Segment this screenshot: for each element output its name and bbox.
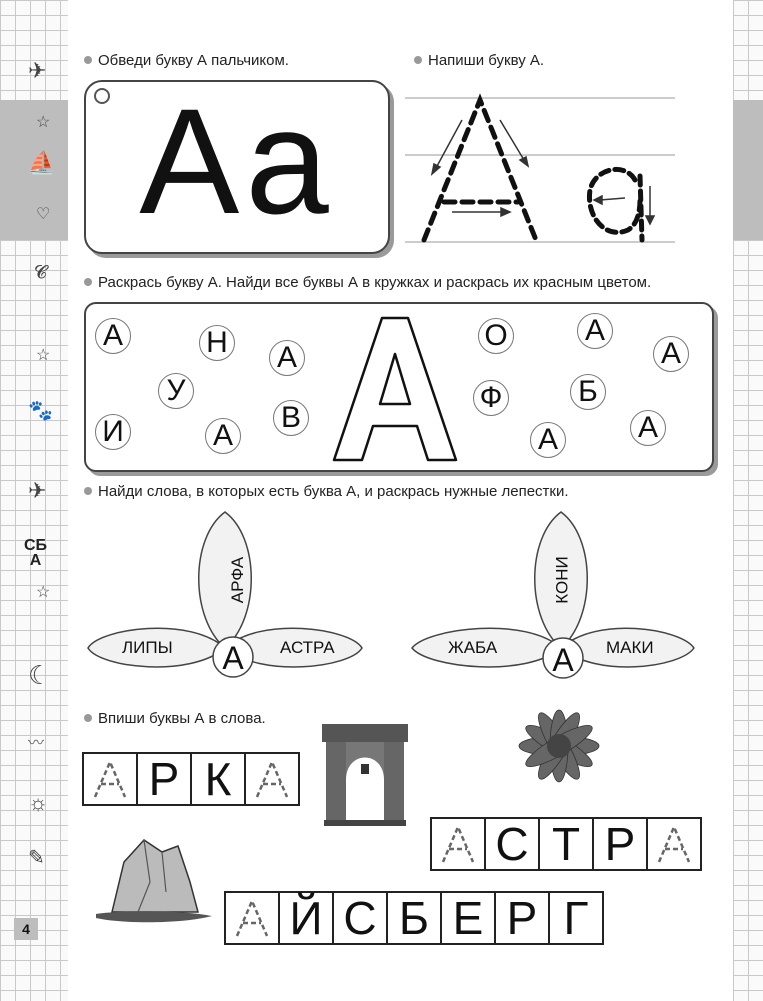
letter-circle[interactable]: У bbox=[158, 373, 194, 409]
dog-icon: 🐾 bbox=[28, 400, 53, 422]
instruction-insert-letters: Впиши буквы А в слова. bbox=[84, 710, 266, 727]
instruction-color-letter: Раскрась букву А. Найди все буквы А в кружках и раскрась их красным цветом. bbox=[84, 274, 651, 291]
dashed-a-icon bbox=[254, 760, 290, 798]
letter-box: Й bbox=[280, 893, 334, 943]
star-icon: ☆ bbox=[36, 347, 51, 364]
paper-plane-icon: ✈ bbox=[28, 58, 47, 83]
flower-center-letter: А bbox=[552, 642, 574, 678]
alphabet-tag-icon: СБ А bbox=[24, 537, 48, 569]
writing-practice-area[interactable] bbox=[400, 90, 680, 250]
word-arka bbox=[82, 752, 300, 806]
star-icon: ☆ bbox=[36, 114, 51, 131]
dashed-a-icon bbox=[234, 899, 270, 937]
petal-word-left: ЛИПЫ bbox=[122, 638, 173, 657]
petal-word-right: АСТРА bbox=[280, 638, 335, 657]
dashed-small-a bbox=[589, 169, 642, 240]
letter-circle[interactable]: Н bbox=[199, 325, 235, 361]
letter-box-blank[interactable] bbox=[226, 893, 280, 943]
letter-box: Г bbox=[563, 892, 589, 944]
pencil-icon: ✎ bbox=[28, 847, 45, 869]
letter-box-blank[interactable] bbox=[84, 754, 138, 804]
petal-word-right: МАКИ bbox=[606, 638, 654, 657]
letter-circle[interactable]: А bbox=[95, 318, 131, 354]
bullet-dot-icon bbox=[84, 714, 92, 722]
letter-box: К bbox=[192, 754, 246, 804]
aster-flower-picture bbox=[516, 706, 602, 786]
snail-icon: 𝓒 bbox=[34, 262, 47, 282]
word-aysberg bbox=[224, 891, 604, 945]
big-outline-letter-a[interactable] bbox=[320, 312, 470, 466]
letter-circle[interactable]: А bbox=[530, 422, 566, 458]
letter-box: Р bbox=[594, 819, 648, 869]
bullet-dot-icon bbox=[84, 278, 92, 286]
sun-icon: ☼ bbox=[28, 790, 49, 815]
right-gray-band bbox=[733, 100, 763, 240]
letter-circle[interactable]: И bbox=[95, 414, 131, 450]
letter-circle[interactable]: В bbox=[273, 400, 309, 436]
letter-box: Р bbox=[138, 754, 192, 804]
letter-box: С bbox=[334, 893, 388, 943]
letter-box-blank[interactable] bbox=[648, 819, 700, 869]
iceberg-picture bbox=[92, 832, 216, 928]
letter-box: Т bbox=[540, 819, 594, 869]
bullet-dot-icon bbox=[414, 56, 422, 64]
instruction-trace-letter: Обведи букву А пальчиком. bbox=[84, 52, 289, 69]
letter-box: Б bbox=[388, 893, 442, 943]
star-icon: ☆ bbox=[36, 584, 51, 601]
letter-box: Е bbox=[442, 893, 496, 943]
instruction-find-words: Найди слова, в которых есть буква А, и раскрась нужные лепестки. bbox=[84, 483, 569, 500]
letter-box-blank[interactable] bbox=[432, 819, 486, 869]
letter-card[interactable] bbox=[84, 77, 390, 254]
instruction-write-letter: Напиши букву А. bbox=[414, 52, 544, 69]
bullet-dot-icon bbox=[84, 56, 92, 64]
letter-circle[interactable]: А bbox=[653, 336, 689, 372]
flower-center-letter: А bbox=[222, 640, 244, 676]
arch-picture bbox=[320, 720, 410, 826]
heart-icon: ♡ bbox=[36, 206, 51, 223]
letter-circle[interactable]: О bbox=[478, 318, 514, 354]
petal-word-top: КОНИ bbox=[552, 556, 572, 604]
letter-circle[interactable]: А bbox=[205, 418, 241, 454]
bullet-dot-icon bbox=[84, 487, 92, 495]
letter-circle[interactable]: А bbox=[269, 340, 305, 376]
letter-circle[interactable]: Б bbox=[570, 374, 606, 410]
dashed-a-icon bbox=[440, 825, 476, 863]
vine-icon: 〰 bbox=[28, 735, 45, 752]
letter-circle[interactable]: Ф bbox=[473, 380, 509, 416]
letter-box-blank[interactable] bbox=[246, 754, 298, 804]
dashed-a-icon bbox=[92, 760, 128, 798]
petal-word-top: АРФА bbox=[228, 556, 248, 604]
page-number: 4 bbox=[14, 918, 38, 940]
direction-arrows-icon bbox=[594, 186, 654, 224]
dashed-capital-a bbox=[424, 100, 536, 240]
word-astra bbox=[430, 817, 702, 871]
letter-circle[interactable]: А bbox=[577, 313, 613, 349]
moon-icon: ☾ bbox=[28, 660, 52, 690]
card-letters: Aa bbox=[139, 77, 335, 245]
dashed-a-icon bbox=[656, 825, 692, 863]
letter-circle[interactable]: А bbox=[630, 410, 666, 446]
petal-word-left: ЖАБА bbox=[448, 638, 498, 657]
letter-box: Р bbox=[496, 893, 550, 943]
letter-box: С bbox=[486, 819, 540, 869]
paper-plane-icon: ✈ bbox=[28, 478, 47, 503]
sailboat-icon: ⛵ bbox=[28, 150, 56, 175]
